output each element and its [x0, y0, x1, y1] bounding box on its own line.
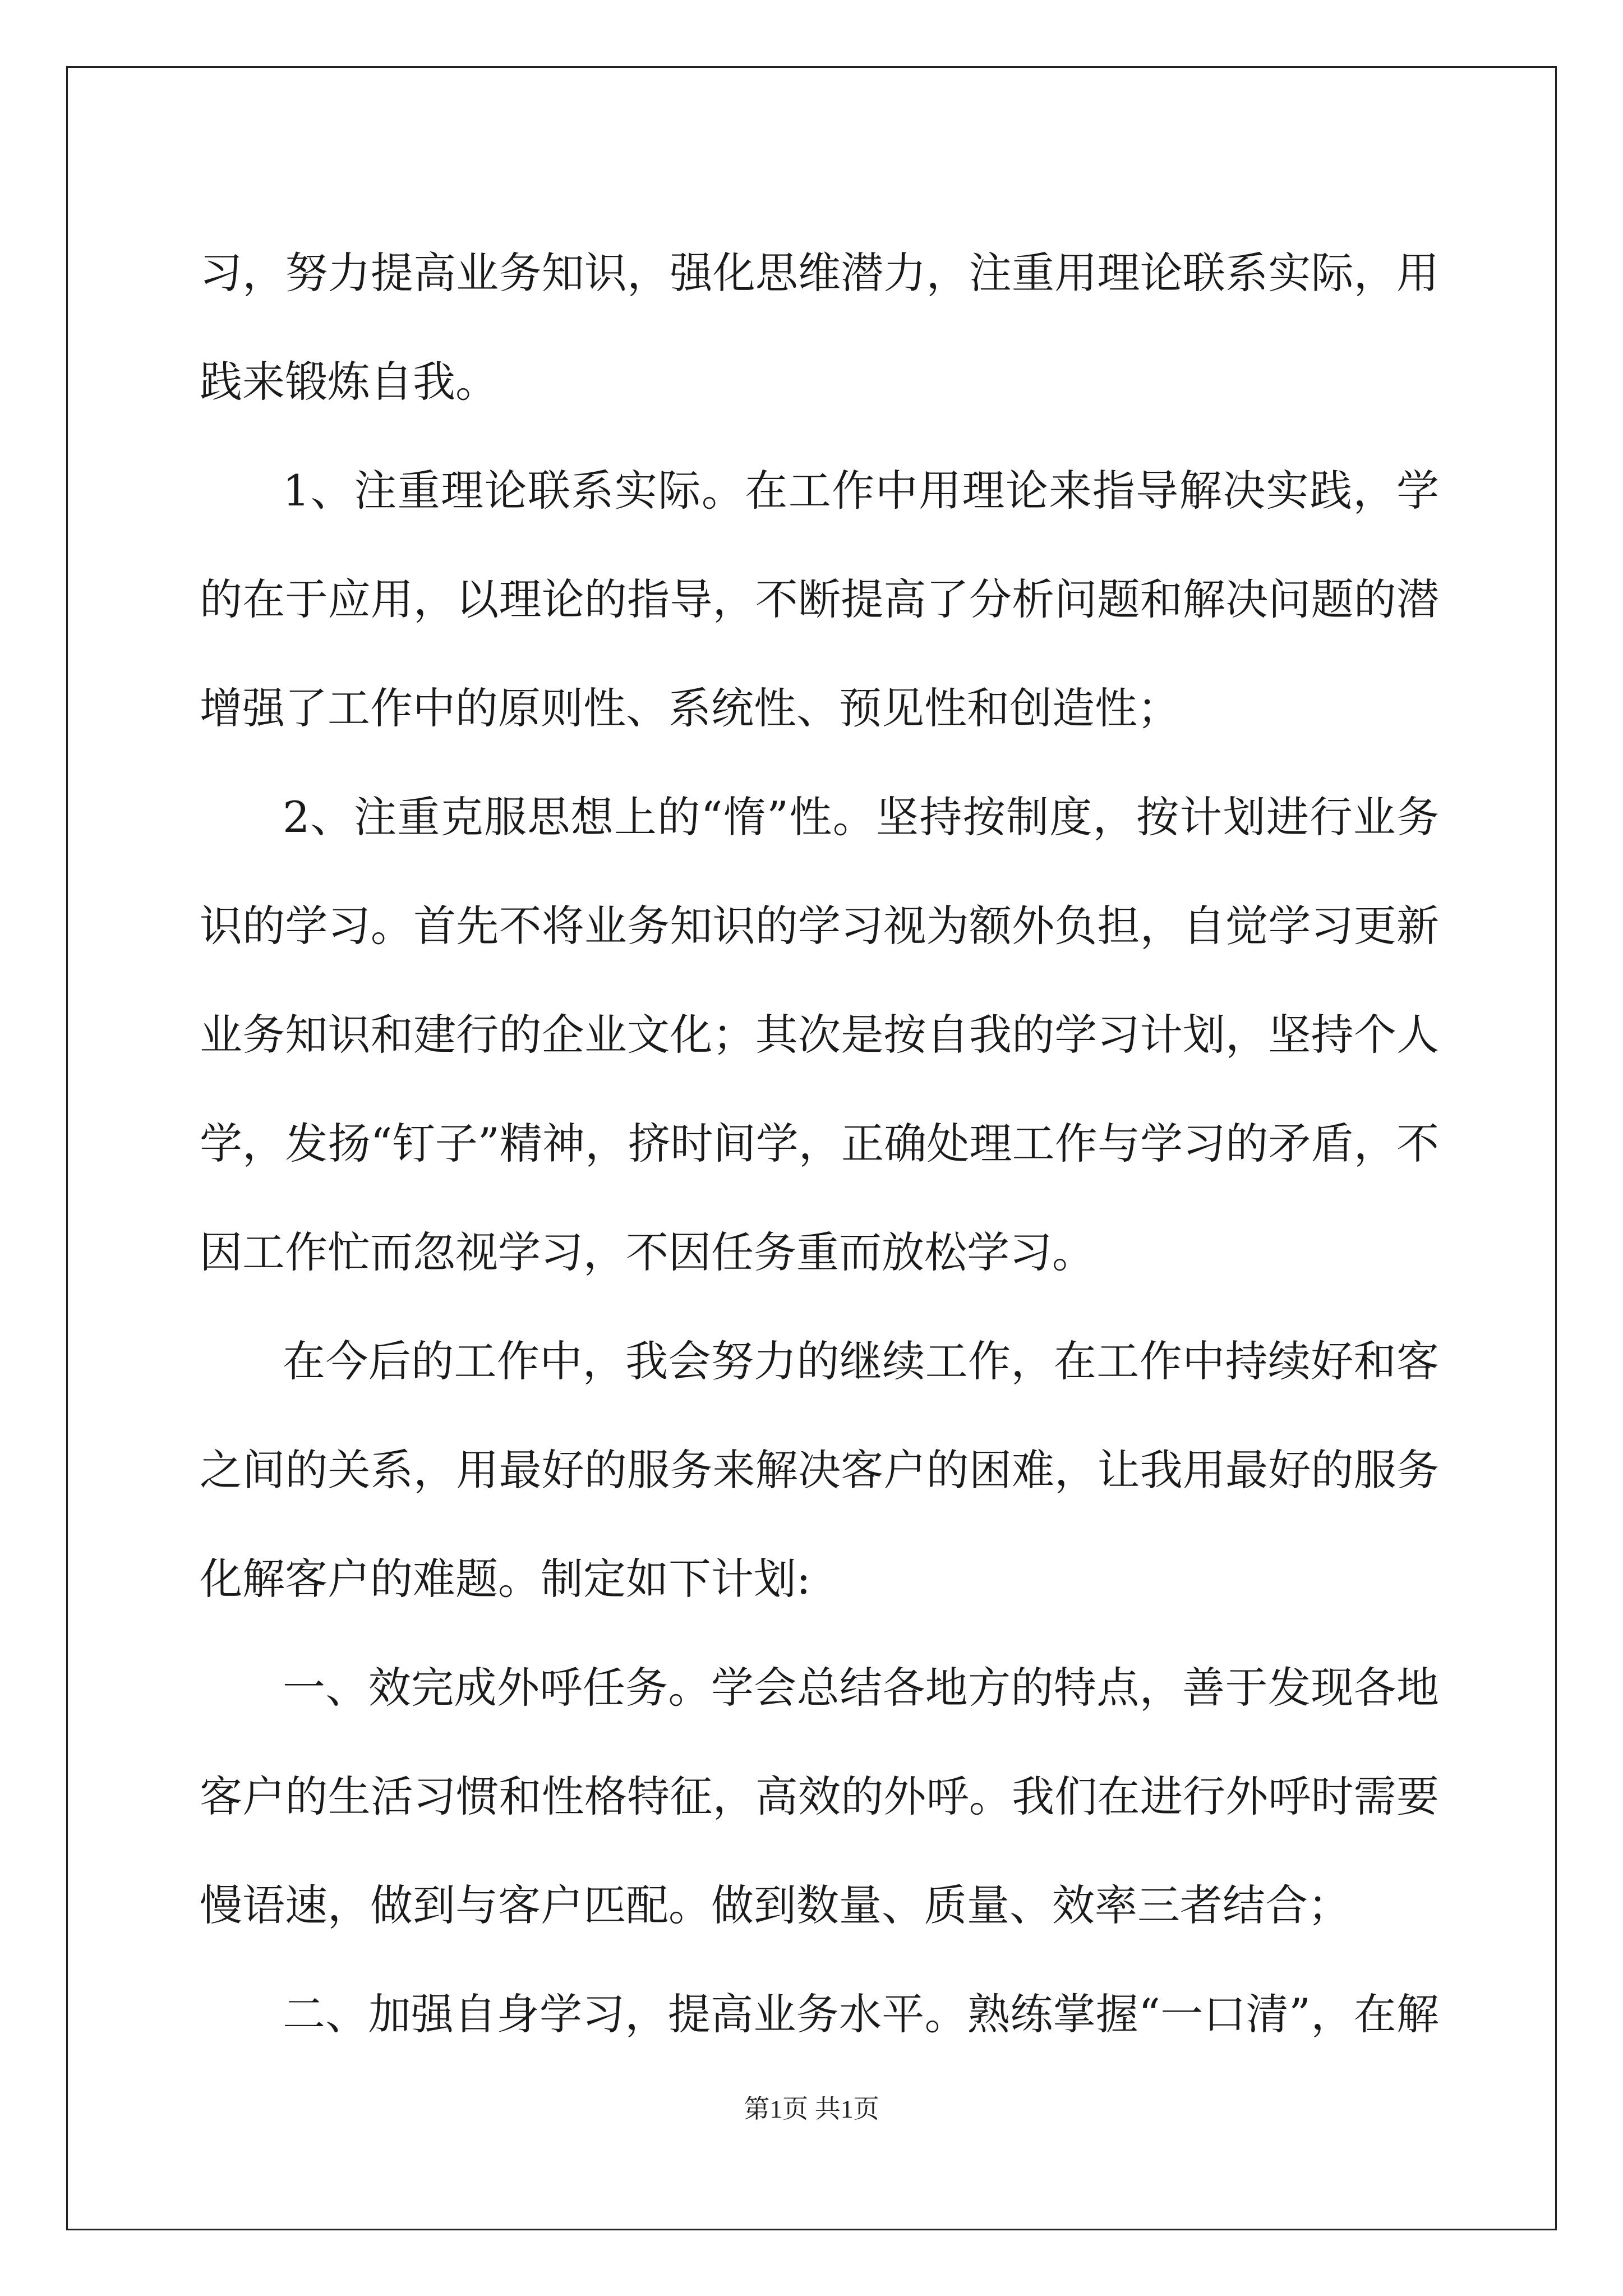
document-body — [200, 219, 1439, 2069]
text-line: 客户的生活习惯和性格特征，高效的外呼。我们在进行外呼时需要 — [200, 1772, 1439, 1821]
text-line: 二、加强自身学习，提高业务水平。熟练掌握“一口清”，在解 — [283, 1989, 1439, 2039]
page-number-label: 第1页 共1页 — [744, 2095, 879, 2123]
text-line: 践来锻炼自我。 — [200, 357, 498, 407]
text-line: 因工作忙而忽视学习，不因任务重而放松学习。 — [200, 1227, 1095, 1277]
text-line: 1、注重理论联系实际。在工作中用理论来指导解决实践，学 — [283, 466, 1439, 516]
text-line: 业务知识和建行的企业文化；其次是按自我的学习计划，坚持个人 — [200, 1010, 1439, 1060]
text-line: 增强了工作中的原则性、系统性、预见性和创造性； — [200, 683, 1180, 733]
text-line: 识的学习。首先不将业务知识的学习视为额外负担，自觉学习更新 — [200, 901, 1439, 951]
text-line: 2、注重克服思想上的“惰”性。坚持按制度，按计划进行业务 — [283, 792, 1439, 842]
text-line: 化解客户的难题。制定如下计划: — [200, 1554, 811, 1604]
text-line: 的在于应用，以理论的指导，不断提高了分析问题和解决问题的潜 — [200, 574, 1439, 624]
text-line: 之间的关系，用最好的服务来解决客户的困难，让我用最好的服务 — [200, 1445, 1439, 1495]
text-line: 慢语速，做到与客户匹配。做到数量、质量、效率三者结合； — [200, 1880, 1350, 1930]
text-line: 学，发扬“钉子”精神，挤时间学，正确处理工作与学习的矛盾，不 — [200, 1119, 1439, 1168]
text-line: 习，努力提高业务知识，强化思维潜力，注重用理论联系实际，用 — [200, 248, 1439, 298]
text-line: 一、效完成外呼任务。学会总结各地方的特点，善于发现各地 — [283, 1663, 1439, 1713]
page-footer — [0, 2092, 1623, 2126]
text-line: 在今后的工作中，我会努力的继续工作，在工作中持续好和客 — [283, 1336, 1439, 1386]
